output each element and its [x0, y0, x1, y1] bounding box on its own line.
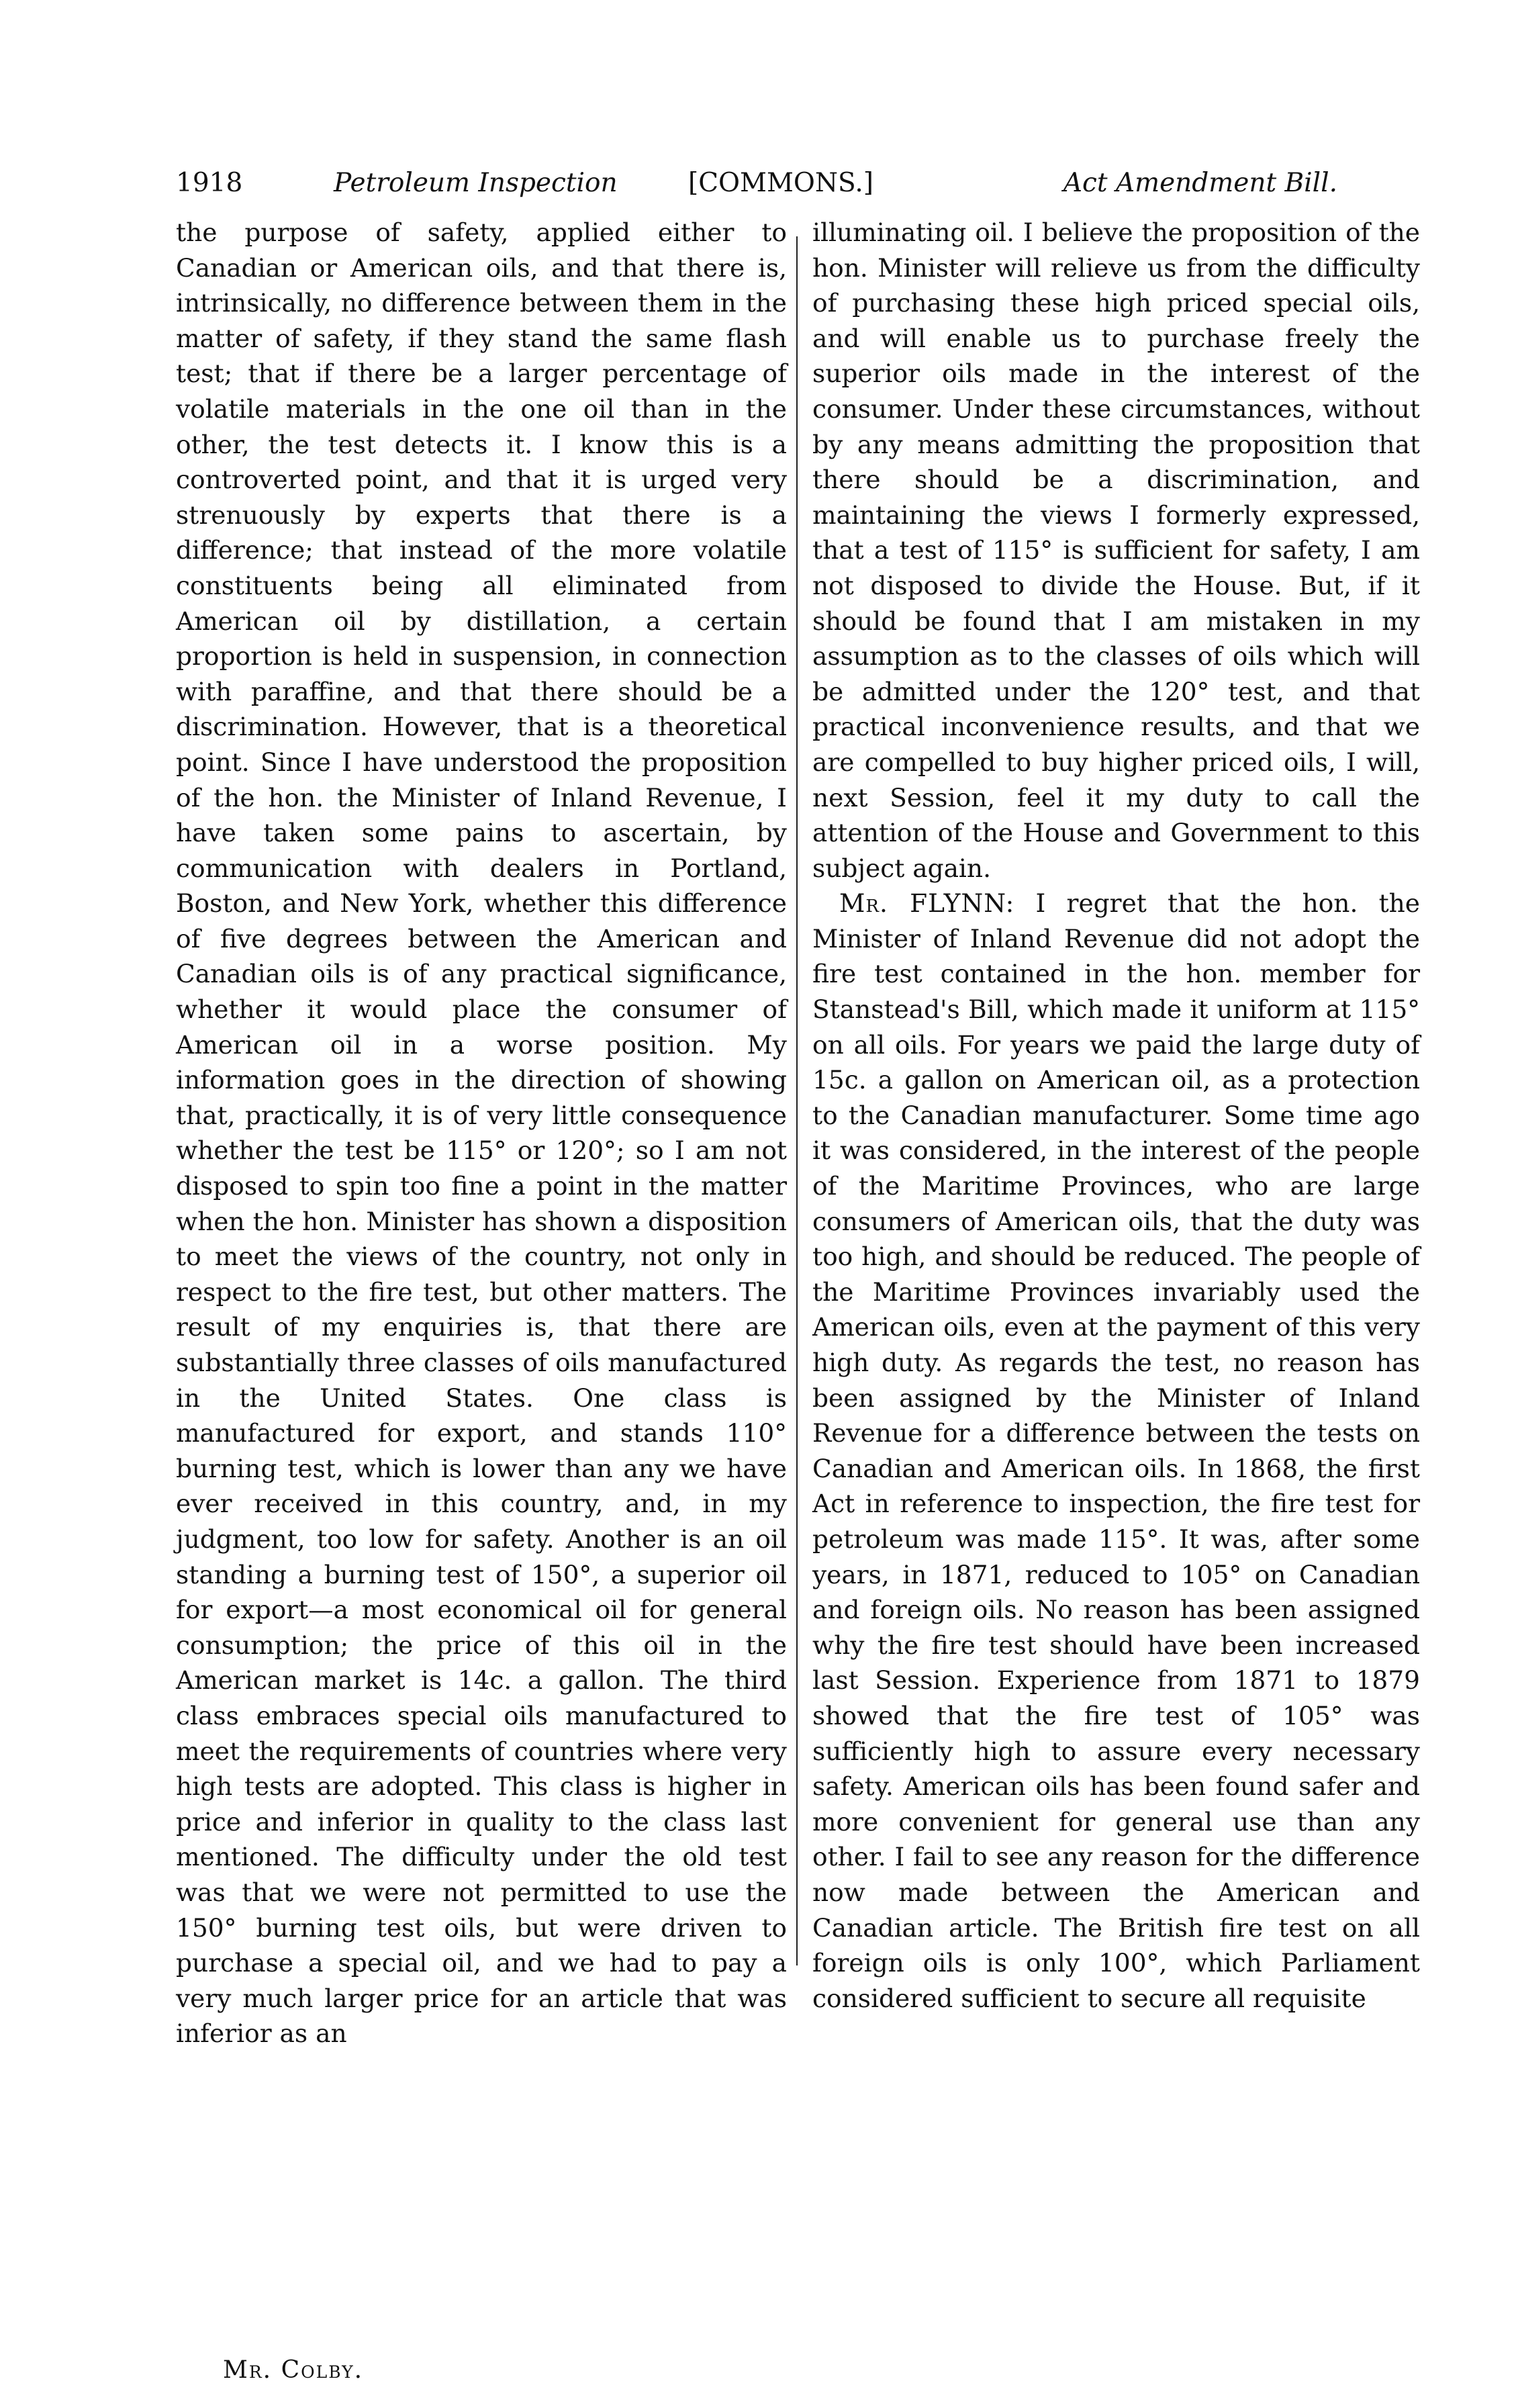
header-right-title: Act Amendment Bill.	[1063, 168, 1337, 198]
left-paragraph-1: the purpose of safety, applied either to Canadian or American oils, and that there is, intrinsically, no difference between them in the matter of safety, if they stand the same flash test; that if there be a larger percentage of volatile materials in the one oil than in the other, the test detects it. I know this is a controverted point, and that it is urged very strenuously by experts that there is a difference; that instead of the more volatile constituents being all eliminated from American oil by distillation, a certain proportion is held in suspension, in connection with paraffine, and that there should be a discrimination. However, that is a theoretical point. Since I have understood the proposition of the hon. the Minister of Inland Revenue, I have taken some pains to ascertain, by communication with dealers in Portland, Boston, and New York, whether this difference of five degrees between the American and Canadian oils is of any practical significance, whether it would place the consumer of American oil in a worse position. My information goes in the direction of showing that, practically, it is of very little consequence whether the test be 115° or 120°; so I am not disposed to spin too fine a point in the matter when the hon. Minister has shown a disposition to meet the views of the country, not only in respect to the fire test, but other matters. The result of my enquiries is, that there are substantially three classes of oils manufactured in the United States. One class is manufactured for export, and stands 110° burning test, which is lower than any we have ever received in this country, and, in my judgment, too low for safety. Another is an oil standing a burning test of 150°, a superior oil for export—a most economical oil for general consumption; the price of this oil in the American market is 14c. a gallon. The third class embraces special oils manufactured to meet the requirements of countries where very high tests are adopted. This class is higher in price and inferior in quality to the class last mentioned. The difficulty under the old test was that we were not permitted to use the 150° burning test oils, but were driven to purchase a special oil, and we had to pay a very much larger price for an article that was inferior as an	[176, 218, 787, 2049]
speech-text: I regret that the hon. the Minister of Inland Revenue did not adopt the fire test contained in the hon. member for Stanstead's Bill, which made it uniform at 115° on all oils. For years we paid the large duty of 15c. a gallon on American oil, as a protection to the Canadian manufacturer. Some time ago it was considered, in the interest of the people of the Maritime Provinces, who are large consumers of American oils, that the duty was too high, and should be reduced. The people of the Maritime Provinces invariably used the American oils, even at the payment of this very high duty. As regards the test, no reason has been assigned by the Minister of Inland Revenue for a difference between the tests on Canadian and American oils. In 1868, the first Act in reference to inspection, the fire test for petroleum was made 115°. It was, after some years, in 1871, reduced to 105° on Canadian and foreign oils. No reason has been assigned why the fire test should have been increased last Session. Experience from 1871 to 1879 showed that the fire test of 105° was sufficiently high to assure every necessary safety. American oils has been found safer and more convenient for general use than any other. I fail to see any reason for the difference now made between the American and Canadian article. The British fire test on all foreign oils is only 100°, which Parliament considered sufficient to secure all requisite	[812, 888, 1420, 2013]
column-divider	[796, 236, 798, 1965]
speaker-name: Mr. FLYNN:	[839, 888, 1015, 919]
left-column	[176, 215, 787, 2051]
header-left-title: Petroleum Inspection	[334, 168, 618, 198]
right-column	[812, 215, 1420, 2016]
right-paragraph-1: illuminating oil. I believe the proposition of the hon. Minister will relieve us from the difficulty of purchasing these high priced special oils, and will enable us to purchase freely the superior oils made in the interest of the consumer. Under these circumstances, without by any means admitting the proposition that there should be a discrimination, and maintaining the views I formerly expressed, that a test of 115° is sufficient for safety, I am not disposed to divide the House. But, if it should be found that I am mistaken in my assumption as to the classes of oils which will be admitted under the 120° test, and that practical inconvenience results, and that we are compelled to buy higher priced oils, I will, next Session, feel it my duty to call the attention of the House and Government to this subject again.	[812, 218, 1420, 883]
page-header	[176, 160, 1341, 207]
page-number: 1918	[176, 168, 243, 198]
right-paragraph-2	[812, 886, 1420, 2016]
header-middle-title: [COMMONS.]	[688, 168, 873, 198]
footer-speaker: Mr. Colby.	[223, 2356, 364, 2384]
